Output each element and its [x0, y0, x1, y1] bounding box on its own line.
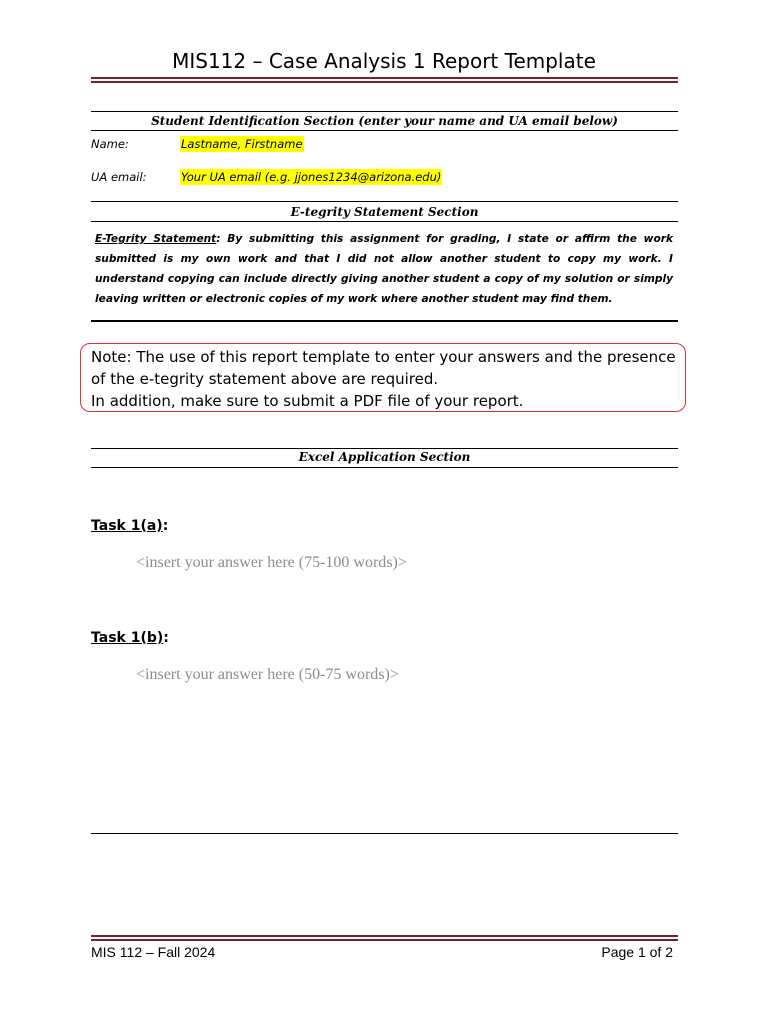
excel-section-heading: Excel Application Section	[298, 450, 471, 464]
etegrity-section-rule-top	[91, 201, 678, 202]
task-1b-answer[interactable]: <insert your answer here (50-75 words)>	[136, 666, 399, 683]
task-1a-answer[interactable]: <insert your answer here (75-100 words)>	[136, 554, 407, 571]
content-end-rule	[91, 833, 678, 834]
note-line-1: Note: The use of this report template to enter your answers and the presence of the e-tegrity statement above are required.	[91, 348, 676, 388]
task-1b-label	[91, 628, 169, 648]
student-section-rule-bottom	[91, 130, 678, 131]
task-1b-label-text: Task 1(b)	[91, 630, 164, 646]
note-line-2: In addition, make sure to submit a PDF file of your report.	[91, 392, 524, 410]
email-label: UA email:	[91, 170, 147, 184]
name-field[interactable]: Lastname, Firstname	[181, 137, 303, 151]
footer-course: MIS 112 – Fall 2024	[91, 944, 216, 960]
etegrity-section-rule-end	[91, 320, 678, 322]
etegrity-statement-lead: E-Tegrity Statement	[95, 233, 217, 245]
etegrity-section-rule-bottom	[91, 221, 678, 222]
etegrity-statement-text: : By submitting this assignment for grading, I state or affirm the work submitted is my own work and that I did not allow another student to copy my work. I understand copying can include directly giving another student a copy of my solution or simply leaving written or electronic copies of my work where another student may find them.	[95, 233, 673, 305]
etegrity-statement	[95, 229, 673, 309]
note-text	[91, 346, 681, 412]
excel-section-rule-bottom	[91, 467, 678, 468]
task-1a-label-colon: :	[162, 518, 169, 534]
footer-rule-bottom	[91, 939, 678, 941]
student-section-rule-top	[91, 111, 678, 112]
header-rule-bottom	[91, 81, 678, 83]
task-1a-label	[91, 516, 168, 536]
footer-rule-top	[91, 935, 678, 937]
etegrity-section-heading: E-tegrity Statement Section	[290, 205, 479, 219]
header-rule-top	[91, 77, 678, 79]
name-label: Name:	[91, 137, 129, 151]
footer-page-number: Page 1 of 2	[601, 944, 673, 960]
task-1b-label-colon: :	[163, 630, 169, 646]
document-title: MIS112 – Case Analysis 1 Report Template	[172, 49, 596, 73]
task-1a-label-text: Task 1(a)	[91, 518, 163, 534]
student-section-heading: Student Identification Section (enter your name and UA email below)	[151, 114, 618, 128]
email-field[interactable]: Your UA email (e.g. jjones1234@arizona.edu)	[181, 170, 442, 184]
